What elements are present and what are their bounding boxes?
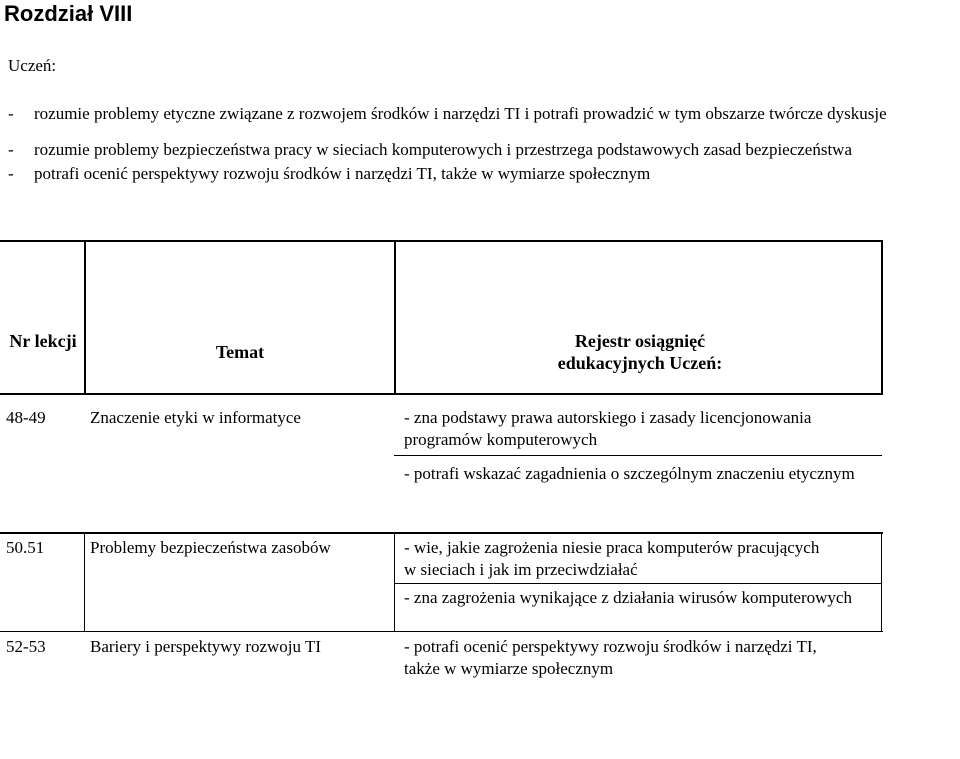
table-border <box>394 532 395 632</box>
table-border <box>0 240 883 242</box>
objective-text: potrafi ocenić perspektywy rozwoju środków i narzędzi TI, także w wymiarze społecznym <box>34 164 651 183</box>
table-border <box>394 583 882 584</box>
bullet-dash: - <box>8 140 14 159</box>
table-border <box>394 240 396 395</box>
row-nr: 52-53 <box>6 637 46 656</box>
objective-text: rozumie problemy etyczne związane z rozwojem środków i narzędzi TI i potrafi prowadzić w tym obszarze twórcze dyskusje <box>34 104 887 123</box>
chapter-heading: Rozdział VIII <box>4 1 133 26</box>
intro-label: Uczeń: <box>8 56 57 75</box>
row-achievement: - zna podstawy prawa autorskiego i zasady licencjonowania programów komputerowych <box>404 408 812 449</box>
row-topic: Bariery i perspektywy rozwoju TI <box>90 637 322 656</box>
table-border <box>84 240 86 395</box>
table-border <box>0 532 883 534</box>
table-border <box>0 393 883 395</box>
table-border <box>394 455 882 456</box>
table-border <box>84 532 85 632</box>
table-border <box>881 532 882 632</box>
row-achievement: - potrafi ocenić perspektywy rozwoju środków i narzędzi TI, także w wymiarze społecznym <box>404 637 817 678</box>
row-achievement: - wie, jakie zagrożenia niesie praca komputerów pracujących w sieciach i jak im przeciwdziałać <box>404 538 820 579</box>
table-border <box>881 240 883 395</box>
row-topic: Problemy bezpieczeństwa zasobów <box>90 538 331 557</box>
row-nr: 48-49 <box>6 408 46 427</box>
objective-text: rozumie problemy bezpieczeństwa pracy w sieciach komputerowych i przestrzega podstawowych zasad bezpieczeństwa <box>34 140 853 159</box>
header-rejestr: Rejestr osiągnięć edukacyjnych Uczeń: <box>557 331 723 373</box>
header-temat: Temat <box>215 342 265 362</box>
row-achievement: - zna zagrożenia wynikające z działania wirusów komputerowych <box>404 588 852 607</box>
row-topic: Znaczenie etyki w informatyce <box>90 408 301 427</box>
bullet-dash: - <box>8 104 14 123</box>
header-nr-lekcji: Nr lekcji <box>9 331 77 351</box>
row-achievement: - potrafi wskazać zagadnienia o szczególnym znaczeniu etycznym <box>404 464 855 483</box>
bullet-dash: - <box>8 164 14 183</box>
row-nr: 50.51 <box>6 538 45 557</box>
table-border <box>0 631 883 632</box>
